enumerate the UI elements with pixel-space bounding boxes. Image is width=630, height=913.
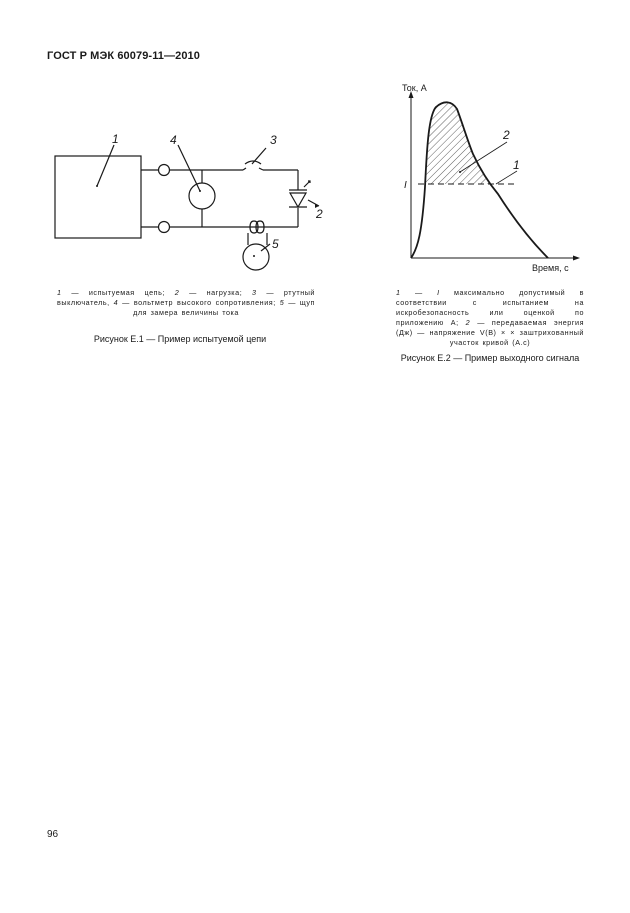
label-shaded-area: 2 [503, 128, 510, 142]
page-number: 96 [47, 829, 59, 840]
load-element [289, 181, 310, 207]
note-part: — вольтметр высокого сопротивления; [118, 298, 280, 307]
label-load: 2 [316, 207, 323, 221]
note-part: 3 [252, 288, 257, 297]
note-part: 1 [396, 288, 401, 297]
figure1-note [57, 288, 315, 318]
label-switch: 3 [270, 133, 277, 147]
note-part: — испытуемая цепь; [61, 288, 175, 297]
document-header: ГОСТ Р МЭК 60079-11—2010 [47, 50, 200, 62]
note-part: — ртутный выключатель, [57, 288, 315, 307]
label-test-circuit: 1 [112, 132, 119, 146]
terminal-top [159, 165, 170, 176]
note-part: 4 [113, 298, 119, 307]
label-voltmeter: 4 [170, 133, 177, 147]
figure2-note [396, 288, 584, 348]
terminal-bottom [159, 222, 170, 233]
limit-symbol: I [404, 180, 407, 191]
voltmeter [189, 183, 215, 209]
label-limit-line: 1 [513, 158, 520, 172]
x-axis-label: Время, с [532, 263, 569, 273]
note-part: — щуп для замера величины тока [133, 298, 316, 317]
test-circuit-box [55, 156, 141, 238]
note-part: максимально допустимый в соответствии с испытанием на искробезопасность или оценкой по приложению А; [396, 288, 584, 327]
note-part: 2 [465, 318, 471, 327]
note-part: 5 [279, 298, 285, 307]
figure2-title: Рисунок Е.2 — Пример выходного сигнала [400, 353, 580, 363]
note-part: — нагрузка; [179, 288, 253, 297]
output-signal-diagram [380, 72, 590, 284]
y-axis-label: Ток, А [402, 83, 427, 93]
note-part: I [437, 288, 440, 297]
figure1-title: Рисунок Е.1 — Пример испытуемой цепи [93, 334, 267, 344]
note-part: 2 [174, 288, 180, 297]
note-part: — передаваемая энергия (Дж) — напряжение V(B) × × заштрихованный участок кривой (А.с) [396, 318, 585, 347]
label-probe: 5 [272, 237, 279, 251]
note-part: — [400, 288, 438, 297]
circuit-diagram [40, 120, 340, 280]
note-part: 1 [57, 288, 62, 297]
